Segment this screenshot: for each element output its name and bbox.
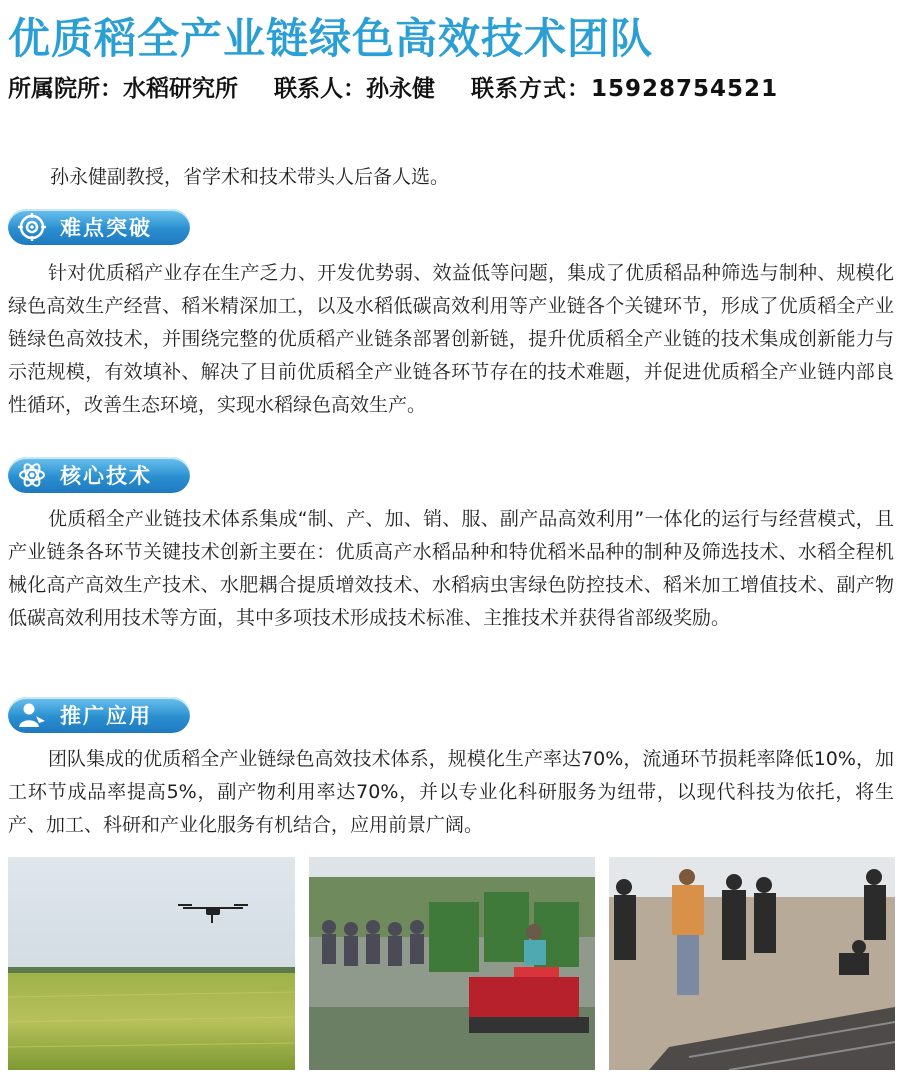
- target-icon: [18, 213, 46, 241]
- section-body-application: 团队集成的优质稻全产业链绿色高效技术体系，规模化生产率达70%，流通环节损耗率降低10%，加工环节成品率提高5%，副产物利用率达70%，并以专业化科研服务为纽带，以现代科技为依托，将生产、加工、科研和产业化服务有机结合，应用前景广阔。: [8, 748, 894, 836]
- photo-field-visit: [609, 857, 895, 1070]
- photo-drone-field: [8, 857, 295, 1070]
- section-heading: 难点突破: [60, 216, 152, 240]
- atom-icon: [18, 461, 46, 489]
- section-badge-difficulty: [8, 209, 190, 245]
- intro-text: 孙永健副教授，省学术和技术带头人后备人选。: [50, 166, 450, 188]
- photo-transplanter: [309, 857, 595, 1070]
- contact-line: [8, 70, 806, 103]
- section-heading: 推广应用: [60, 704, 152, 728]
- section-badge-core-tech: [8, 457, 190, 493]
- contact-method: 联系方式：15928754521: [471, 76, 779, 102]
- section-body-core-tech: 优质稻全产业链技术体系集成“制、产、加、销、服、副产品高效利用”一体化的运行与经营模式，且产业链条各环节关键技术创新主要在：优质高产水稻品种和特优稻米品种的制种及筛选技术、水稻全程机械化高产高效生产技术、水肥耦合提质增效技术、水稻病虫害绿色防控技术、稻米加工增值技术、副产物低碳高效利用技术等方面，其中多项技术形成技术标准、主推技术并获得省部级奖励。: [8, 508, 894, 629]
- section-badge-application: [8, 697, 190, 733]
- contact-person: 联系人：孙永健: [274, 76, 436, 102]
- page-title: 优质稻全产业链绿色高效技术团队: [8, 14, 654, 63]
- institute: 所属院所：水稻研究所: [8, 76, 238, 102]
- section-body-difficulty: 针对优质稻产业存在生产乏力、开发优势弱、效益低等问题，集成了优质稻品种筛选与制种、规模化绿色高效生产经营、稻米精深加工，以及水稻低碳高效利用等产业链各个关键环节，形成了优质稻全产业链绿色高效技术，并围绕完整的优质稻产业链条部署创新链，提升优质稻全产业链的技术集成创新能力与示范规模，有效填补、解决了目前优质稻全产业链各环节存在的技术难题，并促进优质稻全产业链内部良性循环，改善生态环境，实现水稻绿色高效生产。: [8, 262, 894, 416]
- person-icon: [18, 701, 46, 729]
- section-heading: 核心技术: [60, 464, 152, 488]
